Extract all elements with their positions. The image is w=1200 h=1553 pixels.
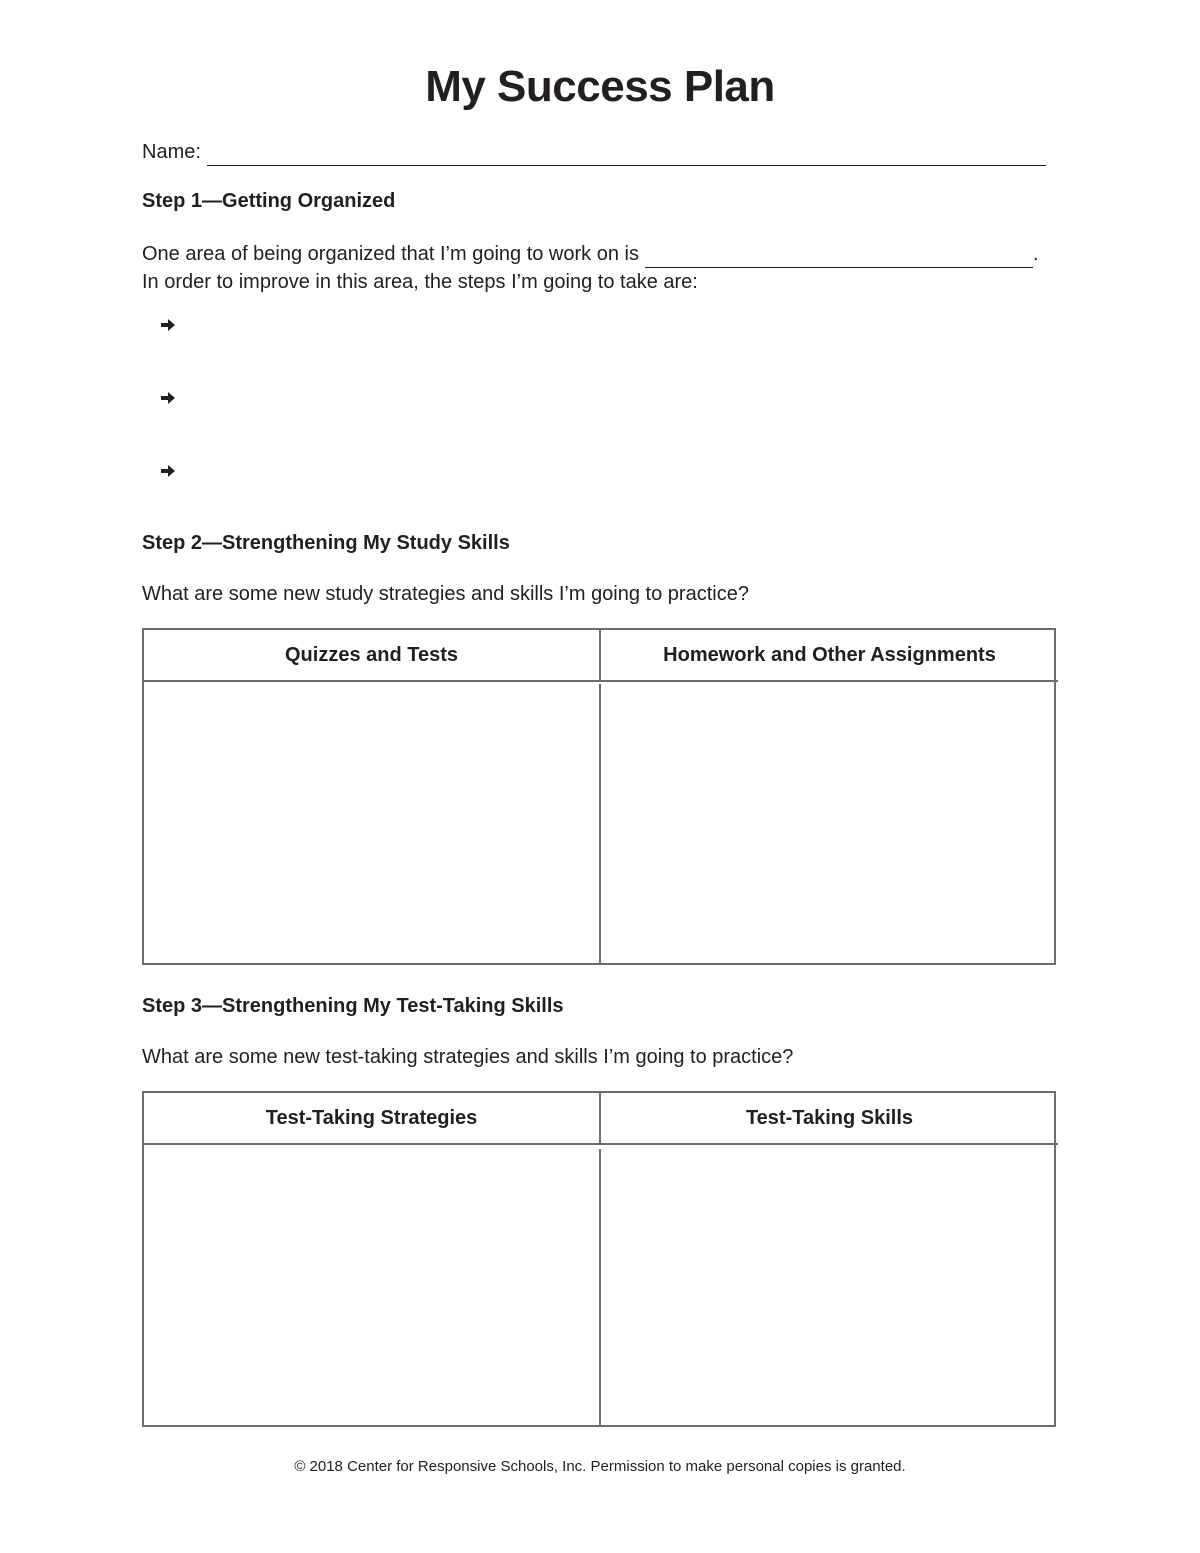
organization-blank-line[interactable] <box>645 245 1033 268</box>
arrow-right-icon <box>160 318 176 332</box>
copyright-footer: © 2018 Center for Responsive Schools, Inc. Permission to make personal copies is granted. <box>294 1458 906 1475</box>
step1-heading: Step 1—Getting Organized <box>142 190 396 212</box>
step3-heading: Step 3—Strengthening My Test-Taking Skills <box>142 995 564 1017</box>
name-label: Name: <box>142 141 201 163</box>
homework-assignments-answer-cell[interactable] <box>601 684 1058 963</box>
table-header-test-taking-strategies: Test-Taking Strategies <box>144 1093 601 1145</box>
quizzes-tests-answer-cell[interactable] <box>144 684 601 963</box>
test-taking-skills-answer-cell[interactable] <box>601 1149 1058 1425</box>
page-title: My Success Plan <box>425 62 775 111</box>
study-skills-table <box>142 628 1056 965</box>
name-blank-line[interactable] <box>207 143 1046 166</box>
step2-heading: Step 2—Strengthening My Study Skills <box>142 532 510 554</box>
step3-question: What are some new test-taking strategies and skills I’m going to practice? <box>142 1046 794 1068</box>
table-header-quizzes-tests: Quizzes and Tests <box>144 630 601 682</box>
arrow-right-icon <box>160 464 176 478</box>
test-taking-strategies-answer-cell[interactable] <box>144 1149 601 1425</box>
steps-followup-text: In order to improve in this area, the steps I’m going to take are: <box>142 271 698 293</box>
arrow-right-icon <box>160 391 176 405</box>
step2-question: What are some new study strategies and skills I’m going to practice? <box>142 583 749 605</box>
table-header-homework-assignments: Homework and Other Assignments <box>601 630 1058 682</box>
name-field-row <box>142 138 1046 166</box>
table-header-test-taking-skills: Test-Taking Skills <box>601 1093 1058 1145</box>
organization-prompt-text: One area of being organized that I’m going to work on is <box>142 243 639 265</box>
organization-prompt-period: . <box>1032 243 1039 265</box>
organization-prompt-row <box>142 240 1062 268</box>
test-taking-table <box>142 1091 1056 1427</box>
